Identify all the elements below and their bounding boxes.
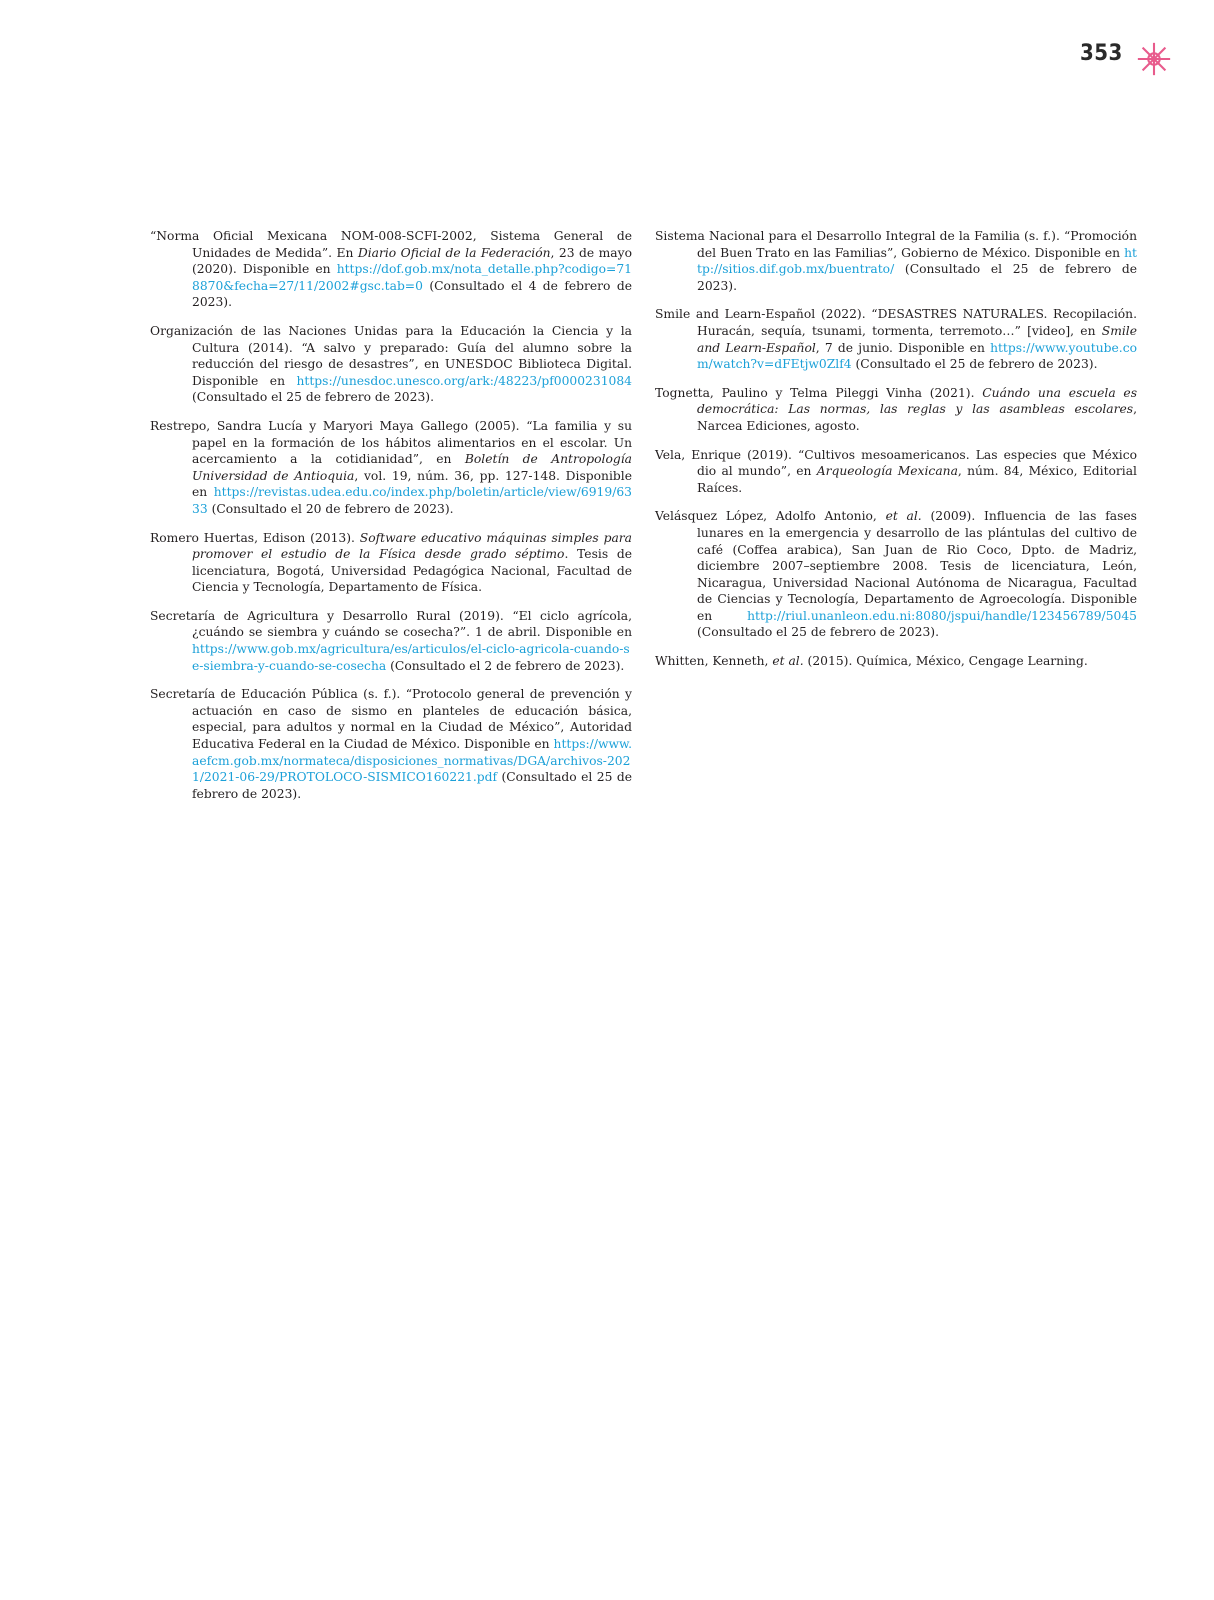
reference-entry: Secretaría de Educación Pública (s. f.). “Protocolo general de prevención y actuación en caso de sismo en planteles de educación básica, especial, para adultos y normal en la Ciudad de México”, Autoridad Educativa Federal en la Ciudad de México. Disponible en https://www.aefcm.gob.mx/normateca/disposiciones_normativas/DGA/archivos-2021/2021-06-29/PROTOLOCO-SISMICO160221.pdf (Consultado el 25 de febrero de 2023). [150,687,632,801]
reference-entry: Romero Huertas, Edison (2013). Software educativo máquinas simples para promover el estudio de la Física desde grado séptimo. Tesis de licenciatura, Bogotá, Universidad Pedagógica Nacional, Facultad de Ciencia y Tecnología, Departamento de Física. [150,530,632,595]
references-left-column [150,228,632,814]
reference-link[interactable]: https://dof.gob.mx/nota_detalle.php?codigo=718870&fecha=27/11/2002#gsc.tab=0 [192,262,632,293]
reference-entry: Sistema Nacional para el Desarrollo Integral de la Familia (s. f.). “Promoción del Buen Trato en las Familias”, Gobierno de México. Disponible en http://sitios.dif.gob.mx/buentrato/ (Consultado el 25 de febrero de 2023). [655,229,1137,293]
flower-ornament-icon [1135,40,1173,78]
reference-entry: Velásquez López, Adolfo Antonio, et al. (2009). Influencia de las fases lunares en la emergencia y desarrollo de las plántulas del cultivo de café (Coffea arabica), San Juan de Rio Coco, Dpto. de Madriz, diciembre 2007–septiembre 2008. Tesis de licenciatura, León, Nicaragua, Universidad Nacional Autónoma de Nicaragua, Facultad de Ciencias y Tecnología, Departamento de Agroecología. Disponible en http://riul.unanleon.edu.ni:8080/jspui/handle/123456789/5045 (Consultado el 25 de febrero de 2023). [655,509,1137,640]
reference-link[interactable]: https://revistas.udea.edu.co/index.php/boletin/article/view/6919/6333 [192,485,632,516]
reference-entry: Secretaría de Agricultura y Desarrollo Rural (2019). “El ciclo agrícola, ¿cuándo se siembra y cuándo se cosecha?”. 1 de abril. Disponible en https://www.gob.mx/agricultura/es/articulos/el-ciclo-agricola-cuando-se-siembra-y-cuando-se-cosecha (Consultado el 2 de febrero de 2023). [150,608,632,673]
reference-link[interactable]: https://www.youtube.com/watch?v=dFEtjw0Zlf4 [697,340,1137,372]
reference-link[interactable]: http://riul.unanleon.edu.ni:8080/jspui/handle/123456789/5045 [747,608,1137,623]
reference-link[interactable]: http://sitios.dif.gob.mx/buentrato/ [697,245,1137,277]
reference-entry: Whitten, Kenneth, et al. (2015). Química, México, Cengage Learning. [655,654,1088,669]
reference-entry: “Norma Oficial Mexicana NOM-008-SCFI-2002, Sistema General de Unidades de Medida”. En Diario Oficial de la Federación, 23 de mayo (2020). Disponible en https://dof.gob.mx/nota_detalle.php?codigo=718870&fecha=27/11/2002#gsc.tab=0 (Consultado el 4 de febrero de 2023). [150,229,632,310]
page-number: 353 [1080,41,1123,66]
references-right-column [655,228,1137,682]
reference-entry: Organización de las Naciones Unidas para la Educación la Ciencia y la Cultura (2014). “A salvo y preparado: Guía del alumno sobre la reducción del riesgo de desastres”, en UNESDOC Biblioteca Digital. Disponible en https://unesdoc.unesco.org/ark:/48223/pf0000231084 (Consultado el 25 de febrero de 2023). [150,323,632,405]
reference-entry: Smile and Learn-Español (2022). “DESASTRES NATURALES. Recopilación. Huracán, sequía, tsunami, tormenta, terremoto…” [video], en Smile and Learn-Español, 7 de junio. Disponible en https://www.youtube.com/watch?v=dFEtjw0Zlf4 (Consultado el 25 de febrero de 2023). [655,307,1137,372]
reference-link[interactable]: https://unesdoc.unesco.org/ark:/48223/pf0000231084 [296,373,632,388]
reference-link[interactable]: https://www.aefcm.gob.mx/normateca/disposiciones_normativas/DGA/archivos-2021/2021-06-29/PROTOLOCO-SISMICO160221.pdf [192,737,632,785]
reference-entry: Vela, Enrique (2019). “Cultivos mesoamericanos. Las especies que México dio al mundo”, en Arqueología Mexicana, núm. 84, México, Editorial Raíces. [655,447,1137,495]
reference-entry: Tognetta, Paulino y Telma Pileggi Vinha (2021). Cuándo una escuela es democrática: Las normas, las reglas y las asambleas escolares, Narcea Ediciones, agosto. [655,385,1137,433]
reference-link[interactable]: https://www.gob.mx/agricultura/es/articulos/el-ciclo-agricola-cuando-se-siembra-y-cuando-se-cosecha [192,642,630,673]
reference-entry: Restrepo, Sandra Lucía y Maryori Maya Gallego (2005). “La familia y su papel en la formación de los hábitos alimentarios en el escolar. Un acercamiento a la cotidianidad”, en Boletín de Antropología Universidad de Antioquia, vol. 19, núm. 36, pp. 127-148. Disponible en https://revistas.udea.edu.co/index.php/boletin/article/view/6919/6333 (Consultado el 20 de febrero de 2023). [150,418,632,516]
